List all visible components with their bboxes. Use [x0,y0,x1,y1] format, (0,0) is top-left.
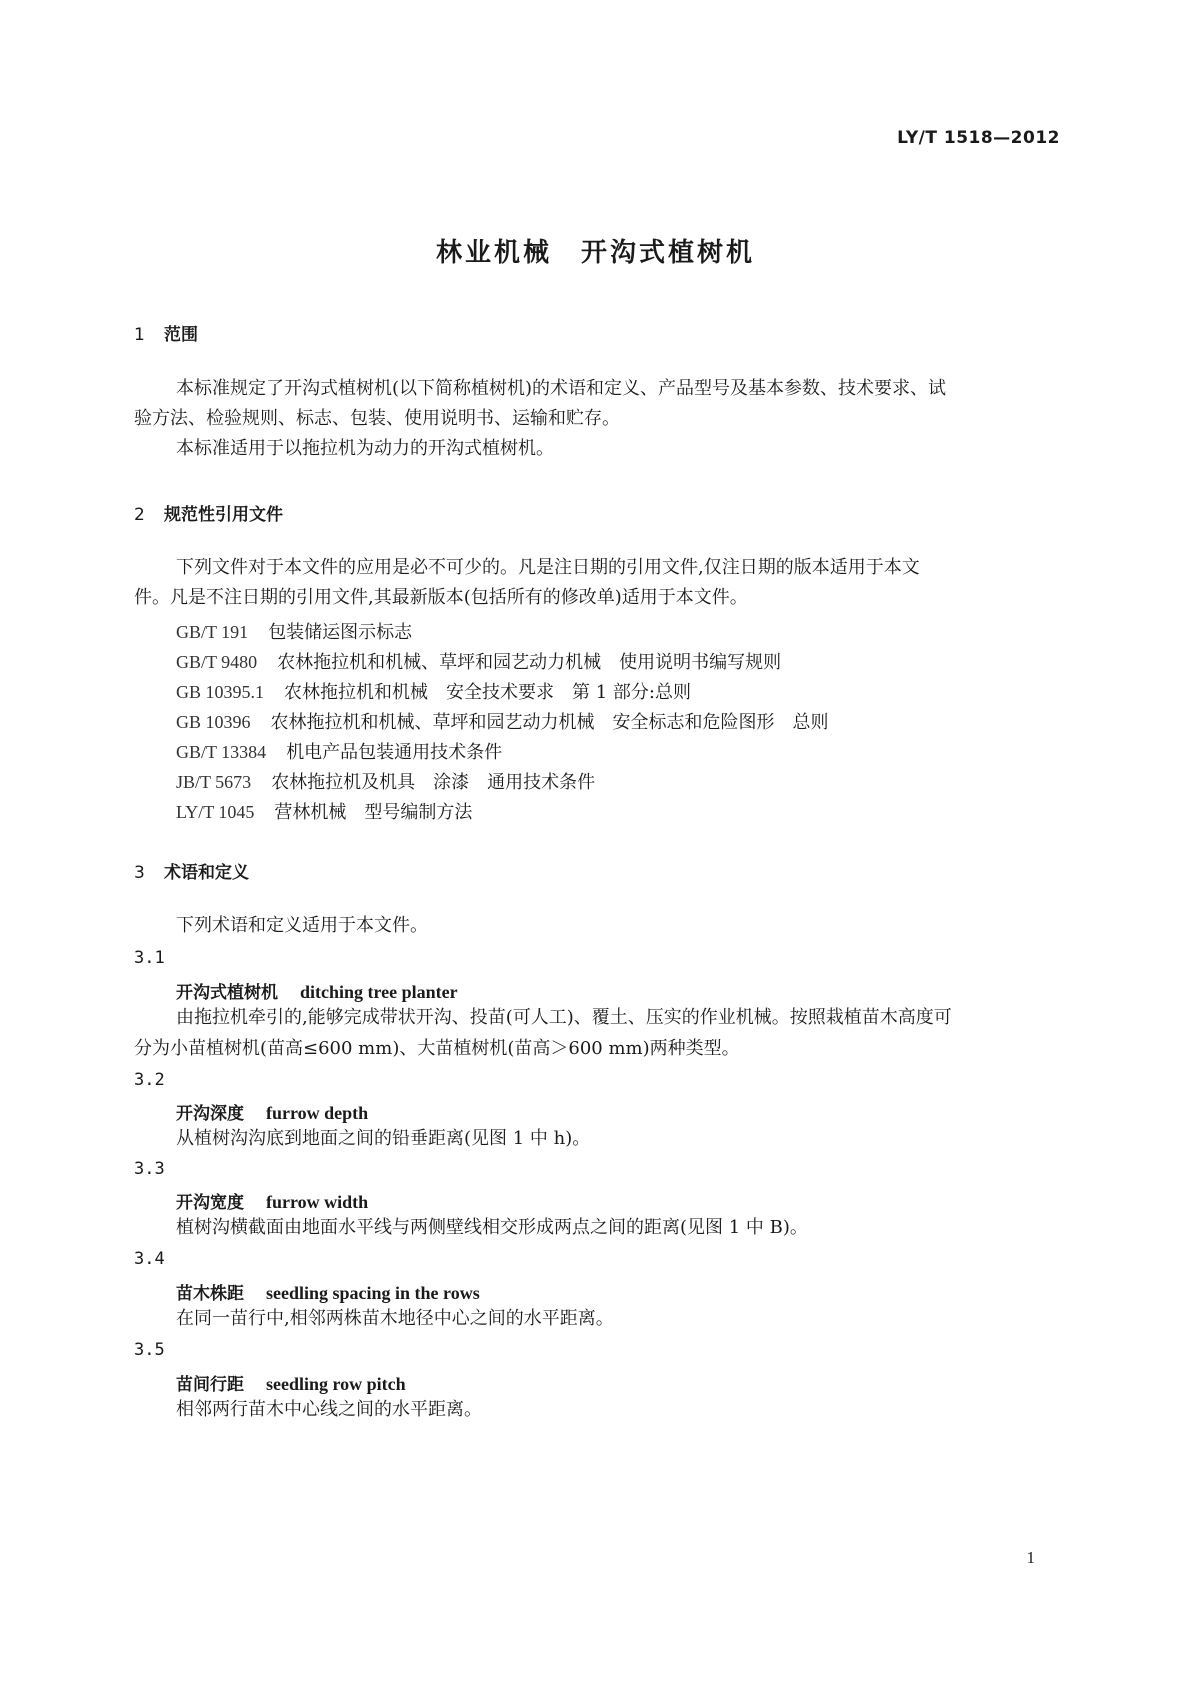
reference-title: 农林拖拉机和机械 安全技术要求 第 1 部分:总则 [284,682,691,703]
term-english: ditching tree planter [300,982,458,1002]
reference-title: 农林拖拉机及机具 涂漆 通用技术条件 [271,772,596,793]
term-chinese: 苗木株距 [176,1284,244,1304]
term-chinese: 开沟宽度 [176,1193,244,1213]
document-title: 林业机械 开沟式植树机 [435,238,755,268]
section-number: 2 [134,505,145,525]
term-heading [176,1188,368,1213]
clause-number: 3.1 [134,948,165,968]
scope-paragraph-line1: 本标准规定了开沟式植树机(以下简称植树机)的术语和定义、产品型号及基本参数、技术要求、试 [176,378,947,399]
reference-code: GB 10395.1 [176,682,265,702]
section-title: 范围 [164,325,198,345]
term-english: furrow width [266,1192,369,1212]
term-english: seedling row pitch [266,1374,406,1394]
clause-number: 3.2 [134,1070,165,1090]
term-heading [176,1279,480,1304]
clause-number: 3.3 [134,1159,165,1179]
section-number: 1 [134,325,145,345]
reference-code: JB/T 5673 [176,772,252,792]
term-definition: 在同一苗行中,相邻两株苗木地径中心之间的水平距离。 [176,1308,614,1329]
section-number: 3 [134,863,145,883]
page-number: 1 [1026,1548,1035,1567]
term-chinese: 开沟深度 [176,1104,244,1124]
clause-number: 3.5 [134,1340,165,1360]
term-definition: 植树沟横截面由地面水平线与两侧壁线相交形成两点之间的距离(见图 1 中 B)。 [176,1217,808,1238]
section-1-heading [134,320,198,345]
reference-item [176,708,829,734]
reference-item [176,678,691,704]
reference-title: 农林拖拉机和机械、草坪和园艺动力机械 安全标志和危险图形 总则 [270,712,829,733]
reference-item [176,738,502,764]
term-heading [176,1099,368,1124]
term-chinese: 苗间行距 [176,1375,244,1395]
section-title: 规范性引用文件 [164,505,283,525]
reference-item [176,648,781,674]
term-english: seedling spacing in the rows [266,1283,480,1303]
reference-title: 机电产品包装通用技术条件 [286,742,503,763]
references-intro-line1: 下列文件对于本文件的应用是必不可少的。凡是注日期的引用文件,仅注日期的版本适用于本文 [176,557,920,578]
terms-intro: 下列术语和定义适用于本文件。 [176,915,428,936]
reference-title: 包装储运图示标志 [268,622,413,643]
term-definition-line1: 由拖拉机牵引的,能够完成带状开沟、投苗(可人工)、覆土、压实的作业机械。按照栽植苗木高度可 [176,1007,952,1028]
term-definition: 相邻两行苗木中心线之间的水平距离。 [176,1399,482,1420]
term-chinese: 开沟式植树机 [176,983,278,1003]
scope-paragraph-line2: 验方法、检验规则、标志、包装、使用说明书、运输和贮存。 [134,408,620,429]
reference-title: 营林机械 型号编制方法 [274,802,473,823]
reference-title: 农林拖拉机和机械、草坪和园艺动力机械 使用说明书编写规则 [277,652,782,673]
reference-code: GB/T 191 [176,622,249,642]
clause-number: 3.4 [134,1249,165,1269]
references-intro-line2: 件。凡是不注日期的引用文件,其最新版本(包括所有的修改单)适用于本文件。 [134,587,748,608]
term-definition: 从植树沟沟底到地面之间的铅垂距离(见图 1 中 h)。 [176,1128,591,1149]
scope-paragraph-2: 本标准适用于以拖拉机为动力的开沟式植树机。 [176,438,554,459]
reference-code: GB/T 13384 [176,742,267,762]
standard-code: LY/T 1518—2012 [897,128,1060,148]
reference-item [176,798,472,824]
section-2-heading [134,500,283,525]
reference-code: GB/T 9480 [176,652,258,672]
term-english: furrow depth [266,1103,369,1123]
section-title: 术语和定义 [164,863,249,883]
reference-code: LY/T 1045 [176,802,255,822]
reference-item [176,618,412,644]
term-heading [176,978,458,1003]
term-definition-line2: 分为小苗植树机(苗高≤600 mm)、大苗植树机(苗高＞600 mm)两种类型。 [134,1038,740,1059]
reference-item [176,768,595,794]
reference-code: GB 10396 [176,712,251,732]
section-3-heading [134,858,249,883]
term-heading [176,1370,406,1395]
